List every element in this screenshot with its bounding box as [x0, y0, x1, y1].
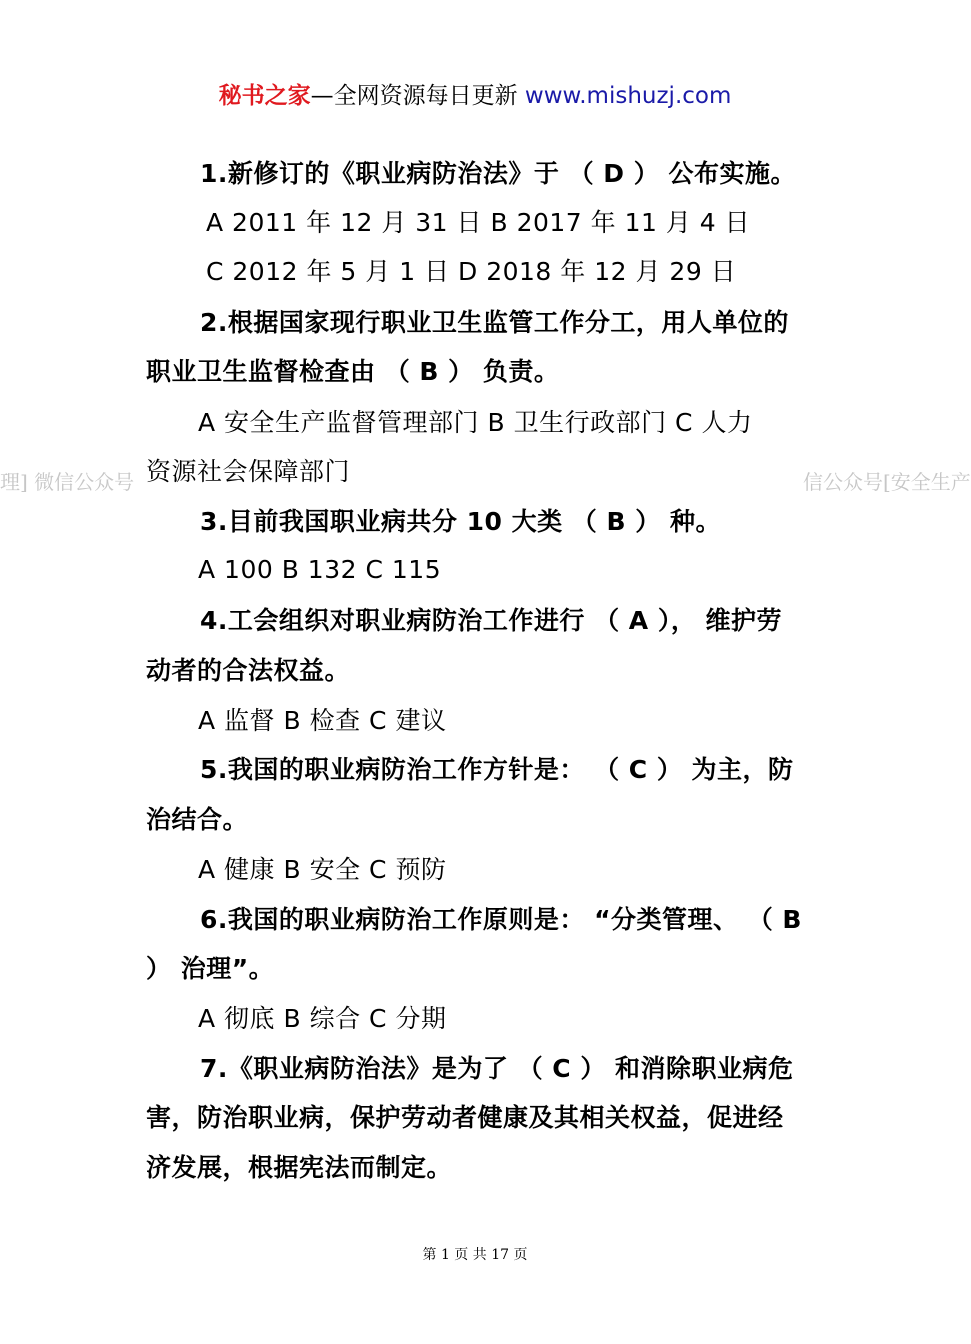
question-6-line-2: ） 治理”。	[146, 954, 275, 983]
question-6-options: A 彻底 B 综合 C 分期	[198, 1004, 447, 1033]
question-1-options-line-1: A 2011 年 12 月 31 日 B 2017 年 11 月 4 日	[206, 208, 751, 237]
watermark-left: 理] 微信公众号	[0, 470, 135, 494]
question-6-line-1: 6.我国的职业病防治工作原则是： “分类管理、 （ B	[200, 905, 802, 934]
question-4-options: A 监督 B 检查 C 建议	[198, 706, 447, 735]
question-1-line-1: 1.新修订的《职业病防治法》于 （ D ） 公布实施。	[200, 159, 796, 188]
question-3-line-1: 3.目前我国职业病共分 10 大类 （ B ） 种。	[200, 507, 721, 536]
question-7-line-2: 害，防治职业病，保护劳动者健康及其相关权益，促进经	[146, 1103, 784, 1132]
question-5-line-1: 5.我国的职业病防治工作方针是： （ C ） 为主，防	[200, 755, 794, 784]
question-1-options-line-2: C 2012 年 5 月 1 日 D 2018 年 12 月 29 日	[206, 257, 737, 286]
question-4-line-2: 动者的合法权益。	[146, 656, 351, 685]
question-7-line-3: 济发展，根据宪法而制定。	[146, 1153, 453, 1182]
site-url[interactable]: www.mishuzj.com	[524, 83, 732, 109]
question-4-line-1: 4.工会组织对职业病防治工作进行 （ A ）， 维护劳	[200, 606, 783, 635]
question-2-options-line-2: 资源社会保障部门	[146, 457, 351, 486]
question-2-line-1: 2.根据国家现行职业卫生监管工作分工，用人单位的	[200, 308, 789, 337]
question-3-options: A 100 B 132 C 115	[198, 555, 442, 584]
page-header	[0, 80, 950, 112]
question-5-options: A 健康 B 安全 C 预防	[198, 855, 447, 884]
watermark-right: 信公众号[安全生产	[803, 470, 971, 494]
page-footer: 第 1 页 共 17 页	[422, 1247, 528, 1263]
question-5-line-2: 治结合。	[146, 805, 249, 834]
brand-name: 秘书之家	[218, 83, 311, 109]
question-2-line-2: 职业卫生监督检查由 （ B ） 负责。	[146, 357, 560, 386]
question-7-line-1: 7.《职业病防治法》是为了 （ C ） 和消除职业病危	[200, 1054, 794, 1083]
question-2-options-line-1: A 安全生产监督管理部门 B 卫生行政部门 C 人力	[198, 408, 753, 437]
header-slogan: —全网资源每日更新	[310, 83, 525, 109]
